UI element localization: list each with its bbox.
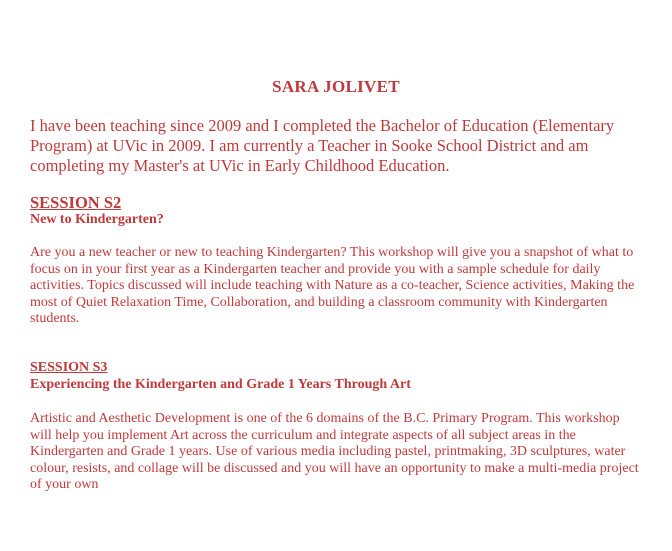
session-s2-heading: SESSION S2	[30, 193, 122, 212]
session-s3-subtitle: Experiencing the Kindergarten and Grade 1 Years Through Art	[30, 377, 411, 392]
session-s2-subtitle: New to Kindergarten?	[30, 212, 164, 227]
session-s2-description: Are you a new teacher or new to teaching Kindergarten? This workshop will give you a snapshot of what to focus on in your first year as a Kindergarten teacher and provide you with a sample schedule for daily activities. Topics discussed will include teaching with Nature as a co-teacher, Science activities, Making the most of Quiet Relaxation Time, Collaboration, and building a classroom community with Kindergarten students.	[30, 245, 635, 326]
session-s3-description: Artistic and Aesthetic Development is one of the 6 domains of the B.C. Primary Program. This workshop will help you implement Art across the curriculum and integrate aspects of all subject areas in the Kindergarten and Grade 1 years. Use of various media including pastel, printmaking, 3D sculptures, water colour, resists, and collage will be discussed and you will have an opportunity to make a multi-media project of your own	[30, 411, 639, 492]
session-s3-heading: SESSION S3	[30, 360, 108, 375]
presenter-bio: I have been teaching since 2009 and I completed the Bachelor of Education (Elementary Program) at UVic in 2009. I am currently a Teacher in Sooke School District and am completing my Master's at UVic in Early Childhood Education.	[30, 116, 615, 175]
presenter-name: SARA JOLIVET	[272, 77, 400, 96]
